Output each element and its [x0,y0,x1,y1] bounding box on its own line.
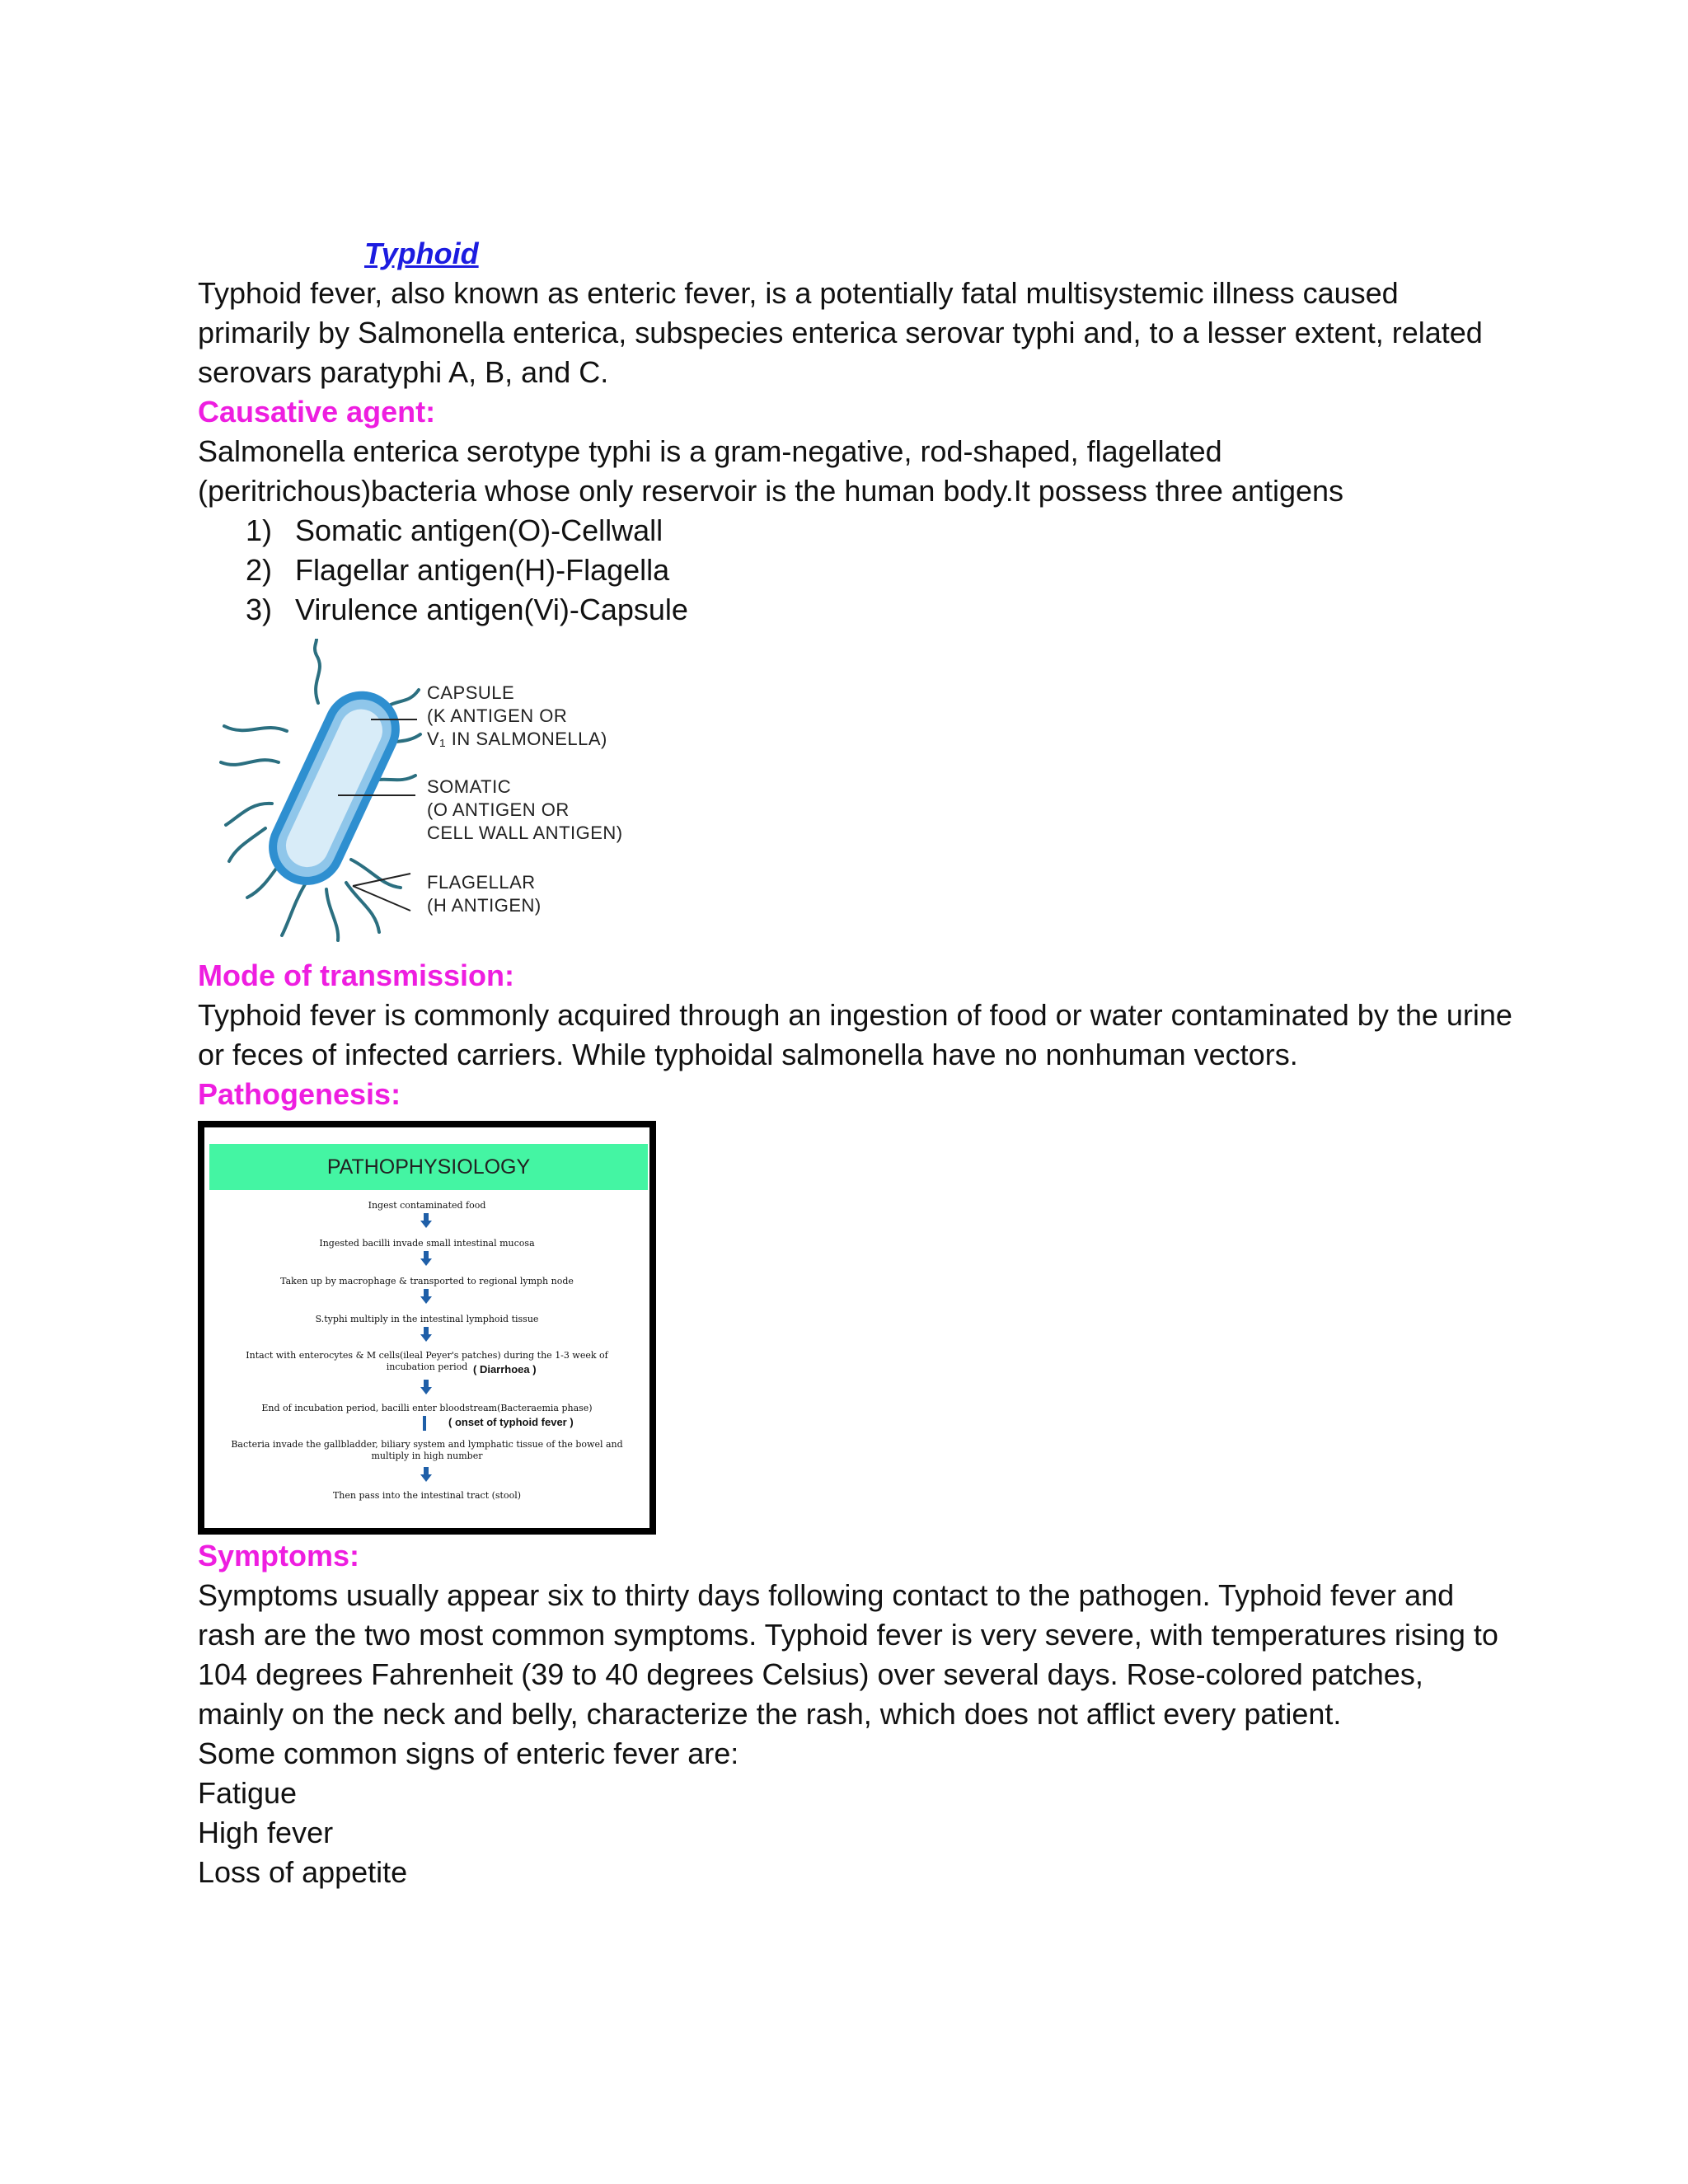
causative-paragraph: Salmonella enterica serotype typhi is a gram-negative, rod-shaped, flagellated (peritrichous)bacteria whose only reservoir is the human body.It possess three antigens [198,434,1344,508]
symptoms-paragraph: Symptoms usually appear six to thirty days following contact to the pathogen. Typhoid fever and rash are the two most common symptoms. Typhoid fever is very severe, with temperatures rising to 104 degrees Fahrenheit (39 to 40 degrees Celsius) over several days. Rose-colored patches, mainly on the neck and belly, characterize the rash, which does not afflict every patient. [198,1578,1498,1731]
transmission-heading: Mode of transmission: [198,958,515,992]
list-item [246,551,688,590]
antigen-list [246,511,688,630]
list-item [246,511,688,551]
causative-heading: Causative agent: [198,395,436,429]
intro-paragraph: Typhoid fever, also known as enteric fever, is a potentially fatal multisystemic illness caused primarily by Salmonella enterica, subspecies enterica serovar typhi and, to a lesser extent, related serovars paratyphi A, B, and C. [198,276,1483,389]
flagellar-label: FLAGELLAR (H ANTIGEN) [427,872,542,916]
down-arrow-icon [420,1213,432,1228]
flow-step: Ingested bacilli invade small intestinal mucosa [319,1238,535,1249]
bacterium-diagram [214,639,643,944]
somatic-label: SOMATIC (O ANTIGEN OR CELL WALL ANTIGEN) [427,776,623,843]
list-number: 1) [246,513,273,547]
flow-step: Then pass into the intestinal tract (stool) [332,1490,522,1501]
flow-step: Taken up by macrophage & transported to regional lymph node [280,1276,574,1286]
signs-intro: Some common signs of enteric fever are: [198,1736,739,1770]
flow-step: Ingest contaminated food [368,1200,486,1211]
flow-step: End of incubation period, bacilli enter bloodstream(Bacteraemia phase) [261,1403,593,1413]
list-number: 2) [246,553,273,587]
page-title[interactable]: Typhoid [364,237,479,270]
down-arrow-icon [420,1467,432,1482]
transmission-paragraph: Typhoid fever is commonly acquired through an ingestion of food or water contaminated by the urine or feces of infected carriers. While typhoidal salmonella have no nonhuman vectors. [198,998,1512,1071]
flow-step: Intact with enterocytes & M cells(ileal Peyer's patches) during the 1-3 week of incubation period [246,1350,608,1372]
list-number: 3) [246,593,273,626]
down-arrow-icon [420,1251,432,1266]
signs-list [198,1774,407,1892]
onset-note: ( onset of typhoid fever ) [448,1416,574,1428]
list-text: Virulence antigen(Vi)-Capsule [295,593,688,626]
down-arrow-icon [420,1327,432,1342]
list-item [246,590,688,630]
list-item: Loss of appetite [198,1855,408,1889]
list-item: High fever [198,1816,334,1849]
down-arrow-icon [422,1416,427,1431]
symptoms-heading: Symptoms: [198,1539,360,1572]
down-arrow-icon [420,1380,432,1394]
diarrhoea-note: ( Diarrhoea ) [473,1363,537,1376]
pathogenesis-heading: Pathogenesis: [198,1077,401,1111]
down-arrow-icon [420,1289,432,1304]
capsule-label: CAPSULE (K ANTIGEN OR V₁ IN SALMONELLA) [427,682,607,749]
list-text: Flagellar antigen(H)-Flagella [295,553,670,587]
pathophysiology-figure [198,1121,656,1535]
flow-step: S.typhi multiply in the intestinal lymphoid tissue [315,1314,539,1324]
list-item: Fatigue [198,1776,298,1810]
cell-body [256,679,412,898]
figure-title: PATHOPHYSIOLOGY [209,1144,648,1190]
flow-step: Bacteria invade the gallbladder, biliary system and lymphatic tissue of the bowel and multiply in high number [231,1439,623,1461]
list-text: Somatic antigen(O)-Cellwall [295,513,663,547]
